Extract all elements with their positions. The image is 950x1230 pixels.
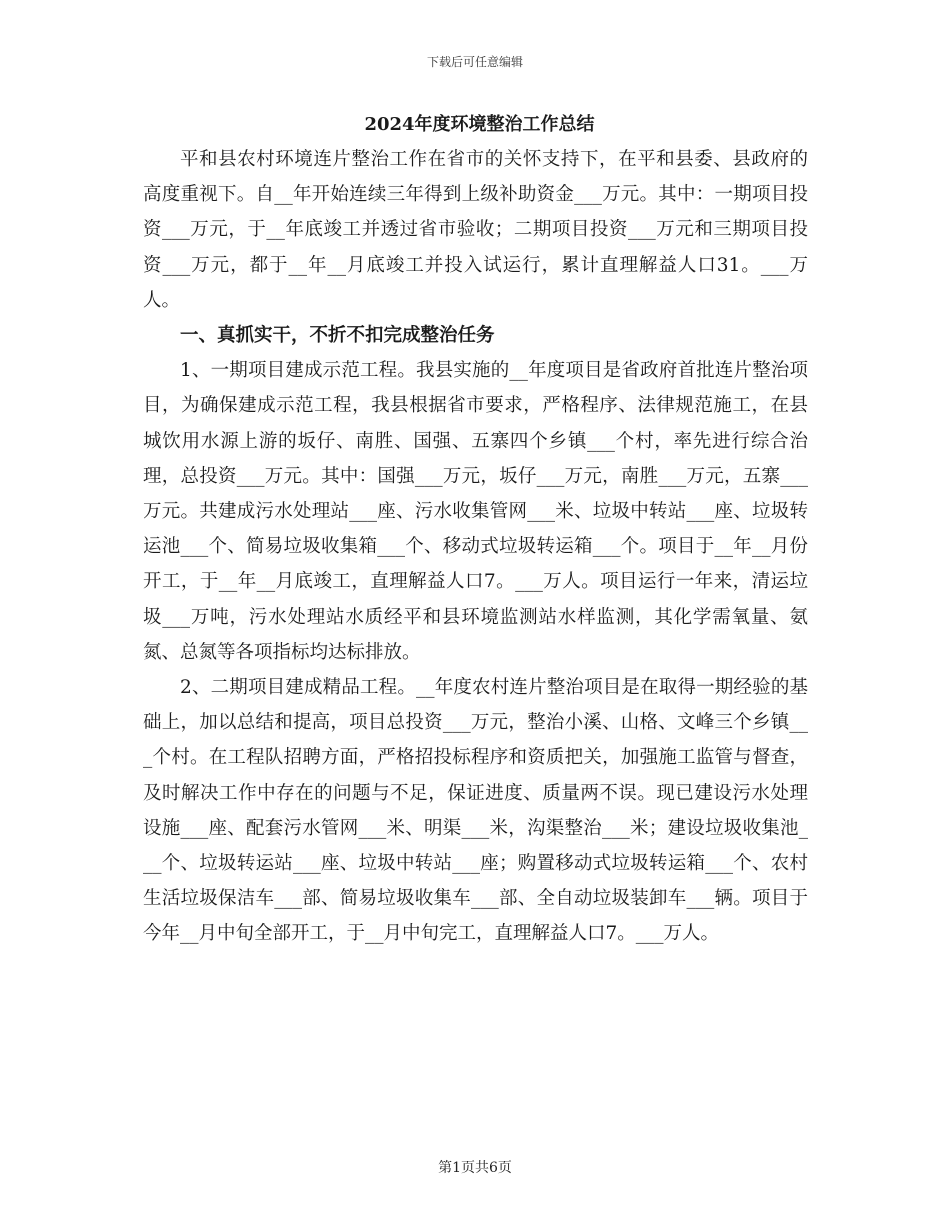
page-header-note: 下载后可任意编辑: [426, 55, 523, 69]
document-title: 2024年度环境整治工作总结: [364, 114, 595, 135]
page-number: 第1页共6页: [438, 1160, 512, 1176]
intro-paragraph: 平和县农村环境连片整治工作在省市的关怀支持下，在平和县委、县政府的高度重视下。自__年开始连续三年得到上级补助资金___万元。其中：一期项目投资___万元，于__年底竣工并透过省市验收；二期项目投资___万元和三期项目投资___万元，都于__年__月底竣工并投入试运行，累计直理解益人口31。___万人。: [143, 149, 808, 311]
section-heading-1: 一、真抓实干，不折不扣完成整治任务: [180, 325, 495, 347]
item-paragraph-2: 2、二期项目建成精品工程。__年度农村连片整治项目是在取得一期经验的基础上，加以总结和提高，项目总投资___万元，整治小溪、山格、文峰三个乡镇___个村。在工程队招聘方面，严格招投标程序和资质把关，加强施工监管与督查，及时解决工作中存在的问题与不足，保证进度、质量两不误。现已建设污水处理设施___座、配套污水管网___米、明渠___米，沟渠整治___米；建设垃圾收集池___个、垃圾转运站___座、垃圾中转站___座；购置移动式垃圾转运箱___个、农村生活垃圾保洁车___部、简易垃圾收集车___部、全自动垃圾装卸车___辆。项目于今年__月中旬全部开工，于__月中旬完工，直理解益人口7。___万人。: [143, 677, 808, 945]
item-paragraph-1: 1、一期项目建成示范工程。我县实施的__年度项目是省政府首批连片整治项目，为确保建成示范工程，我县根据省市要求，严格程序、法律规范施工，在县城饮用水源上游的坂仔、南胜、国强、五寨四个乡镇___个村，率先进行综合治理，总投资___万元。其中：国强___万元，坂仔___万元，南胜___万元，五寨___万元。共建成污水处理站___座、污水收集管网___米、垃圾中转站___座、垃圾转运池___个、简易垃圾收集箱___个、移动式垃圾转运箱___个。项目于__年__月份开工，于__年__月底竣工，直理解益人口7。___万人。项目运行一年来，清运垃圾___万吨，污水处理站水质经平和县环境监测站水样监测，其化学需氧量、氨氮、总氮等各项指标均达标排放。: [143, 360, 808, 663]
document-body: [143, 108, 808, 952]
